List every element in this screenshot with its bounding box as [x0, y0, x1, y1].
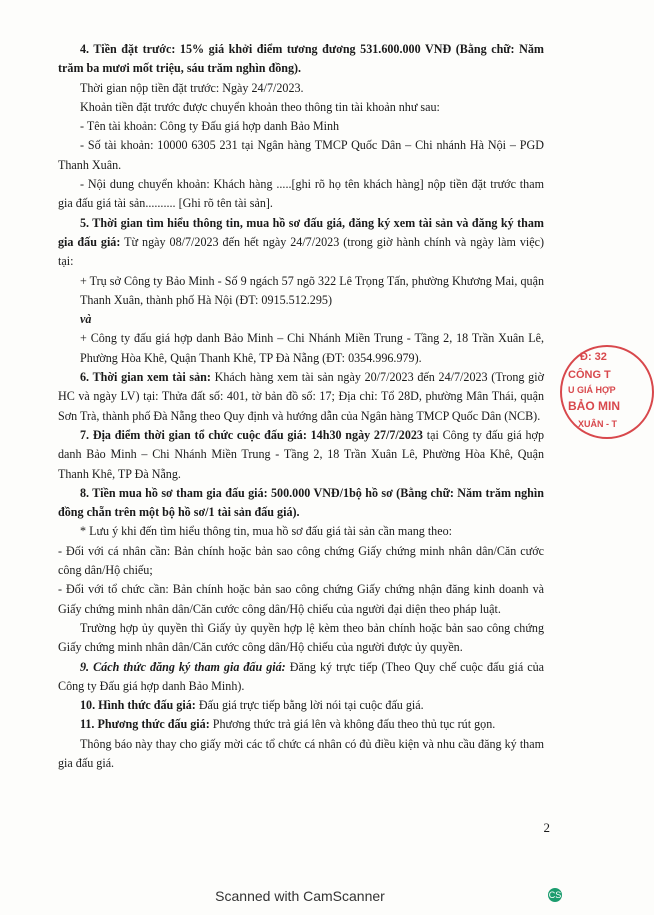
section-4-account-number: - Số tài khoản: 10000 6305 231 tại Ngân hàng TMCP Quốc Dân – Chi nhánh Hà Nội – PGD Thanh Xuân.	[58, 138, 544, 172]
section-10	[58, 696, 544, 715]
section-4-transfer-content: - Nội dung chuyển khoản: Khách hàng .....[ghi rõ họ tên khách hàng] nộp tiền đặt trước tham gia đấu giá tài sản.......... [Ghi rõ tên tài sản].	[58, 177, 544, 211]
section-4-time: Thời gian nộp tiền đặt trước: Ngày 24/7/2023.	[80, 80, 304, 95]
section-5-heading	[58, 214, 544, 272]
section-5-and: và	[80, 312, 92, 327]
section-8-person: - Đối với cá nhân cần: Bản chính hoặc bản sao công chứng Giấy chứng minh nhân dân/Căn cước công dân/Hộ chiếu;	[58, 543, 544, 578]
section-9	[58, 658, 544, 697]
section-6-text: Khách hàng xem tài sản ngày 20/7/2023 đến 24/7/2023 (Trong giờ HC và ngày LV) tại: Thửa đất số: 401, tờ bản đồ số: 17; Địa chỉ: Tổ 28D, phường Mân Thái, quận Sơn Trà, thành phố Đà Nẵng theo Quy định và hướng dẫn của Ngân hàng TMCP Quốc Dân (NCB).	[58, 370, 544, 423]
section-11-text: Phương thức trả giá lên và không đấu theo thủ tục rút gọn.	[209, 717, 496, 732]
company-stamp	[560, 345, 654, 439]
footer-text: Scanned with CamScanner	[215, 888, 385, 904]
section-11	[58, 715, 544, 734]
section-5-address-1: + Trụ sở Công ty Bảo Minh - Số 9 ngách 57 ngõ 322 Lê Trọng Tấn, phường Khương Mai, quận Thanh Xuân, thành phố Hà Nội (ĐT: 0915.512.295)	[80, 273, 544, 307]
section-11-title: 11. Phương thức đấu giá:	[80, 717, 210, 732]
stamp-line-1: Đ: 32	[580, 351, 607, 363]
section-7-title: 7. Địa điểm thời gian tổ chức cuộc đấu giá: 14h30 ngày 27/7/2023	[80, 427, 423, 442]
section-7	[58, 426, 544, 484]
scanner-footer	[0, 888, 600, 904]
section-5-address-2: + Công ty đấu giá hợp danh Bảo Minh – Chi Nhánh Miền Trung - Tầng 2, 18 Trần Xuân Lê, Phường Hòa Khê, Quận Thanh Khê, TP Đà Nẵng (ĐT: 0354.996.979).	[80, 331, 544, 365]
section-5-title: 5. Thời gian tìm hiểu thông tin, mua hồ sơ đấu giá, đăng ký xem tài sản và đăng ký tham gia đấu giá:	[58, 215, 544, 249]
stamp-line-5: XUÂN - T	[578, 419, 617, 429]
stamp-line-2: CÔNG T	[568, 369, 611, 381]
document-body	[58, 40, 544, 773]
section-6-title: 6. Thời gian xem tài sản:	[80, 370, 211, 385]
section-8-organization: - Đối với tổ chức cần: Bản chính hoặc bản sao công chứng Giấy chứng nhận đăng kinh doanh và Giấy chứng minh nhân dân/Căn cước công dân/Hộ chiếu của người đại diện theo pháp luật.	[58, 582, 544, 616]
closing-note: Thông báo này thay cho giấy mời các tổ chức cá nhân có đủ điều kiện và nhu cầu đăng ký tham gia đấu giá.	[58, 736, 544, 770]
section-4-transfer: Khoản tiền đặt trước được chuyển khoản theo thông tin tài khoản như sau:	[80, 99, 440, 114]
section-4-account-name: - Tên tài khoản: Công ty Đấu giá hợp danh Bảo Minh	[80, 119, 340, 134]
section-8-heading: 8. Tiền mua hồ sơ tham gia đấu giá: 500.000 VNĐ/1bộ hồ sơ (Bằng chữ: Năm trăm nghìn đồng chẵn trên một bộ hồ sơ/1 tài sản đấu giá).	[58, 485, 544, 520]
stamp-line-3: U GIÁ HỢP	[568, 385, 616, 395]
section-6	[58, 368, 544, 426]
section-8-proxy: Trường hợp ủy quyền thì Giấy ủy quyền hợp lệ kèm theo bản chính hoặc bản sao công chứng Giấy chứng minh nhân dân/Căn cước công dân/Hộ chiếu của người được ủy quyền.	[58, 620, 544, 655]
page-number: 2	[543, 820, 550, 835]
stamp-line-4: BẢO MIN	[568, 399, 620, 413]
section-9-title: 9. Cách thức đăng ký tham gia đấu giá:	[80, 659, 286, 674]
section-5-text: Từ ngày 08/7/2023 đến hết ngày 24/7/2023 (trong giờ hành chính và ngày làm việc) tại:	[58, 234, 545, 269]
section-8-note: * Lưu ý khi đến tìm hiểu thông tin, mua hồ sơ đấu giá tài sản cần mang theo:	[80, 524, 453, 539]
section-7-text: tại Công ty đấu giá hợp danh Bảo Minh – Chi Nhánh Miền Trung - Tầng 2, 18 Trần Xuân Lê, Phường Hòa Khê, Quận Thanh Khê, TP Đà Nẵng.	[58, 427, 544, 481]
section-4-heading: 4. Tiền đặt trước: 15% giá khởi điểm tương đương 531.600.000 VNĐ (Bằng chữ: Năm trăm ba mươi mốt triệu, sáu trăm nghìn đồng).	[58, 42, 544, 76]
section-10-text: Đấu giá trực tiếp bằng lời nói tại cuộc đấu giá.	[195, 698, 424, 713]
camscanner-logo-icon: CS	[548, 890, 562, 900]
section-10-title: 10. Hình thức đấu giá:	[80, 698, 196, 713]
section-9-text: Đăng ký trực tiếp (Theo Quy chế cuộc đấu giá của Công ty Đấu giá hợp danh Bảo Minh).	[58, 659, 544, 693]
